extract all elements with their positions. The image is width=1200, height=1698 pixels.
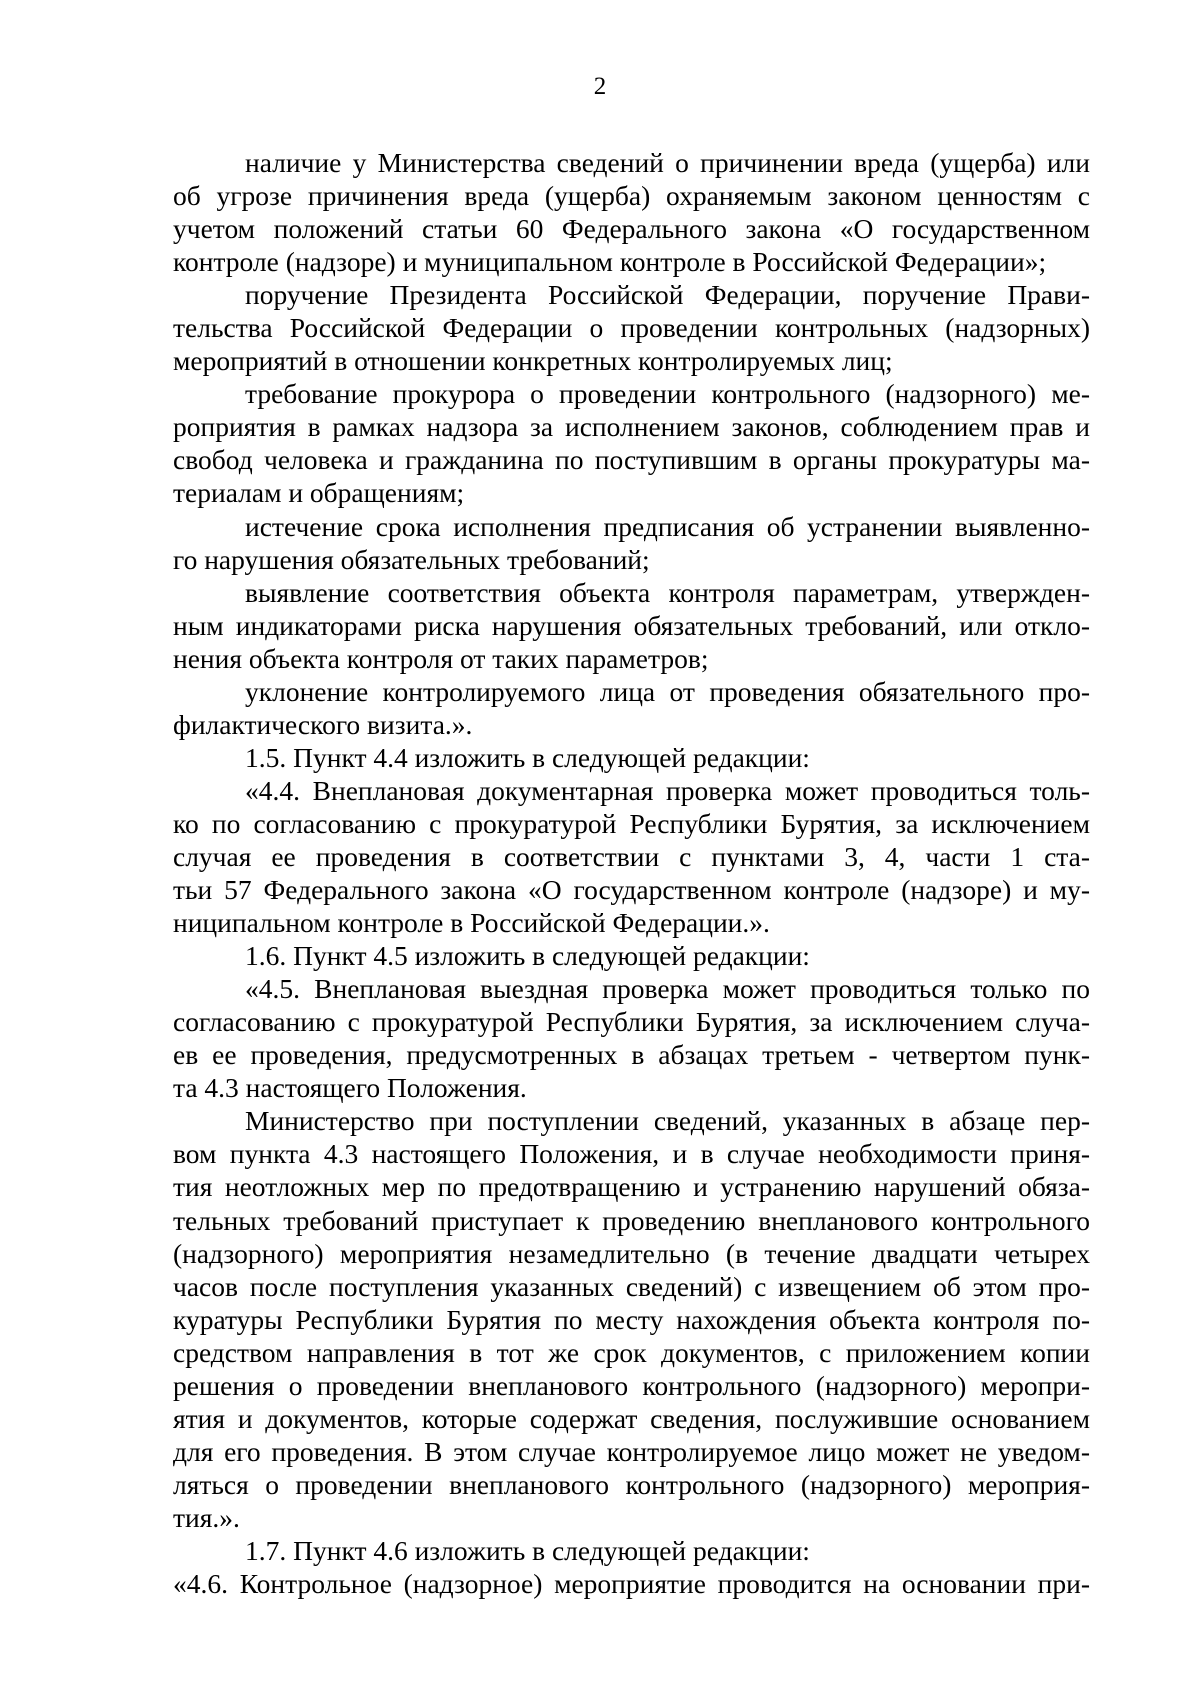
text-line: 1.7. Пункт 4.6 изложить в следующей редакции: [245, 1534, 810, 1566]
text-line: (надзорного) мероприятия незамедлительно (в течение двадцати четырех [173, 1237, 1090, 1269]
text-line: для его проведения. В этом случае контролируемое лицо может не уведом- [173, 1435, 1090, 1467]
text-line: ниципальном контроле в Российской Федерации.». [173, 907, 770, 939]
text-line: та 4.3 настоящего Положения. [173, 1072, 527, 1104]
text-line: свобод человека и гражданина по поступившим в органы прокуратуры ма- [173, 444, 1090, 476]
text-line: ляться о проведении внепланового контрольного (надзорного) мероприя- [173, 1468, 1090, 1500]
text-line: нения объекта контроля от таких параметров; [173, 642, 709, 674]
text-line: учетом положений статьи 60 Федерального закона «О государственном [173, 213, 1090, 245]
text-line: 1.5. Пункт 4.4 изложить в следующей редакции: [245, 741, 810, 773]
text-line: ко по согласованию с прокуратурой Республики Бурятия, за исключением [173, 807, 1090, 839]
text-line: часов после поступления указанных сведений) с извещением об этом про- [173, 1270, 1090, 1302]
text-line: ятия и документов, которые содержат сведения, послужившие основанием [173, 1402, 1090, 1434]
document-body [173, 146, 1090, 1600]
text-line: наличие у Министерства сведений о причинении вреда (ущерба) или [245, 147, 1090, 178]
text-line: вом пункта 4.3 настоящего Положения, и в случае необходимости приня- [173, 1138, 1090, 1170]
text-line: истечение срока исполнения предписания об устранении выявленно- [245, 510, 1090, 542]
text-line: тельства Российской Федерации о проведении контрольных (надзорных) [173, 312, 1090, 344]
text-line: средством направления в тот же срок документов, с приложением копии [173, 1336, 1090, 1368]
text-line: требование прокурора о проведении контрольного (надзорного) ме- [245, 378, 1090, 410]
text-line: «4.5. Внеплановая выездная проверка может проводиться только по [245, 973, 1090, 1005]
text-line: ным индикаторами риска нарушения обязательных требований, или откло- [173, 609, 1090, 641]
text-line: поручение Президента Российской Федерации, поручение Прави- [245, 279, 1090, 311]
text-line: согласованию с прокуратурой Республики Бурятия, за исключением случа- [173, 1006, 1090, 1038]
text-line: мероприятий в отношении конкретных контролируемых лиц; [173, 345, 893, 377]
text-line: «4.6. Контрольное (надзорное) мероприятие проводится на основании при- [173, 1568, 1090, 1600]
text-line: решения о проведении внепланового контрольного (надзорного) меропри- [173, 1369, 1090, 1401]
text-line: тьи 57 Федерального закона «О государственном контроле (надзоре) и му- [173, 874, 1090, 906]
text-line: го нарушения обязательных требований; [173, 543, 650, 575]
text-line: ев ее проведения, предусмотренных в абзацах третьем - четвертом пунк- [173, 1039, 1090, 1071]
text-line: роприятия в рамках надзора за исполнением законов, соблюдением прав и [173, 411, 1090, 443]
text-line: об угрозе причинения вреда (ущерба) охраняемым законом ценностям с [173, 180, 1090, 212]
text-line: уклонение контролируемого лица от проведения обязательного про- [245, 675, 1090, 707]
text-line: филактического визита.». [173, 708, 473, 740]
text-line: «4.4. Внеплановая документарная проверка может проводиться толь- [245, 774, 1090, 806]
text-line: териалам и обращениям; [173, 477, 465, 509]
text-line: 1.6. Пункт 4.5 изложить в следующей редакции: [245, 940, 810, 972]
text-line: Министерство при поступлении сведений, указанных в абзаце пер- [245, 1105, 1090, 1137]
text-line: куратуры Республики Бурятия по месту нахождения объекта контроля по- [173, 1303, 1090, 1335]
text-line: выявление соответствия объекта контроля параметрам, утвержден- [245, 576, 1090, 608]
text-line: контроле (надзоре) и муниципальном контроле в Российской Федерации»; [173, 246, 1047, 278]
text-line: тия неотложных мер по предотвращению и устранению нарушений обяза- [173, 1171, 1090, 1203]
text-line: тия.». [173, 1501, 240, 1533]
text-line: тельных требований приступает к проведению внепланового контрольного [173, 1204, 1090, 1236]
page-number: 2 [593, 73, 607, 100]
text-line: случая ее проведения в соответствии с пунктами 3, 4, части 1 ста- [173, 840, 1090, 872]
